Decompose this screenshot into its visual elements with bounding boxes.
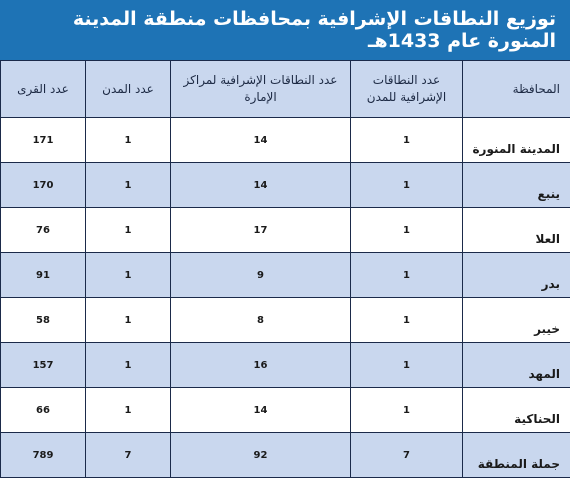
header-row [1, 61, 570, 118]
header-villages: عدد القرى [1, 61, 86, 118]
cell-cities: 1 [86, 118, 171, 163]
cell-emirate-zones: 14 [171, 388, 351, 433]
cell-governorate: العلا [463, 208, 570, 253]
total-city-zones: 7 [351, 433, 463, 478]
cell-city-zones: 1 [351, 118, 463, 163]
cell-emirate-zones: 9 [171, 253, 351, 298]
table-row [1, 118, 570, 163]
cell-cities: 1 [86, 343, 171, 388]
cell-city-zones: 1 [351, 208, 463, 253]
cell-city-zones: 1 [351, 388, 463, 433]
cell-villages: 170 [1, 163, 86, 208]
cell-villages: 58 [1, 298, 86, 343]
header-cities: عدد المدن [86, 61, 171, 118]
total-cities: 7 [86, 433, 171, 478]
cell-cities: 1 [86, 388, 171, 433]
cell-emirate-zones: 17 [171, 208, 351, 253]
cell-cities: 1 [86, 298, 171, 343]
cell-villages: 76 [1, 208, 86, 253]
table-row [1, 163, 570, 208]
cell-governorate: المهد [463, 343, 570, 388]
cell-governorate: خيبر [463, 298, 570, 343]
cell-villages: 91 [1, 253, 86, 298]
header-emirate-zones: عدد النطاقات الإشرافية لمراكز الإمارة [171, 61, 351, 118]
cell-emirate-zones: 14 [171, 118, 351, 163]
total-governorate: جملة المنطقة [463, 433, 570, 478]
cell-villages: 66 [1, 388, 86, 433]
header-city-zones: عدد النطاقات الإشرافية للمدن [351, 61, 463, 118]
table-row [1, 343, 570, 388]
governorates-table [0, 60, 570, 478]
cell-cities: 1 [86, 208, 171, 253]
total-emirate-zones: 92 [171, 433, 351, 478]
total-row [1, 433, 570, 478]
cell-city-zones: 1 [351, 253, 463, 298]
cell-villages: 171 [1, 118, 86, 163]
table-title: توزيع النطاقات الإشرافية بمحافظات منطقة المدينة المنورة عام 1433هـ [0, 0, 570, 60]
table-row [1, 388, 570, 433]
cell-governorate: ينبع [463, 163, 570, 208]
cell-governorate: الحناكية [463, 388, 570, 433]
cell-city-zones: 1 [351, 163, 463, 208]
cell-cities: 1 [86, 163, 171, 208]
total-villages: 789 [1, 433, 86, 478]
cell-cities: 1 [86, 253, 171, 298]
header-governorate: المحافظة [463, 61, 570, 118]
table-row [1, 253, 570, 298]
cell-emirate-zones: 16 [171, 343, 351, 388]
cell-governorate: المدينة المنورة [463, 118, 570, 163]
table-row [1, 298, 570, 343]
cell-city-zones: 1 [351, 343, 463, 388]
cell-city-zones: 1 [351, 298, 463, 343]
table-row [1, 208, 570, 253]
cell-emirate-zones: 14 [171, 163, 351, 208]
cell-emirate-zones: 8 [171, 298, 351, 343]
cell-villages: 157 [1, 343, 86, 388]
cell-governorate: بدر [463, 253, 570, 298]
